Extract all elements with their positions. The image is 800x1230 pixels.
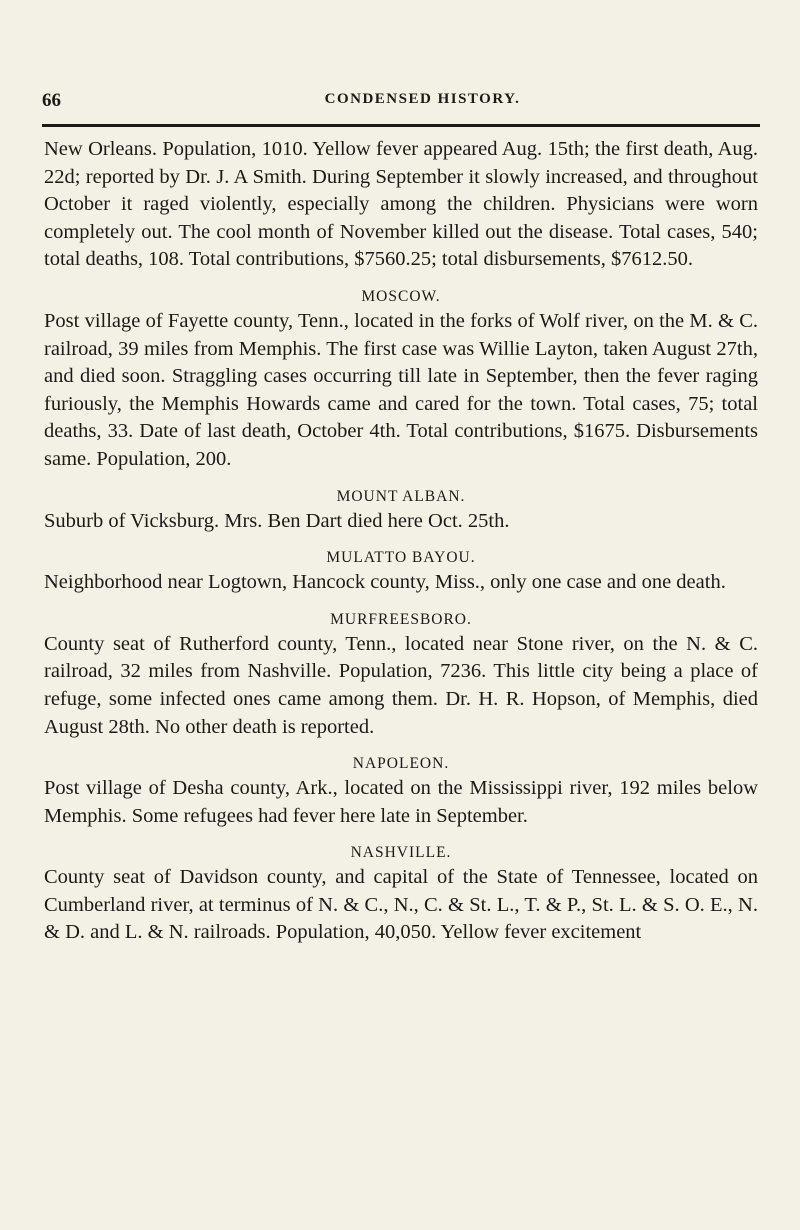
entry-text: Suburb of Vicksburg. Mrs. Ben Dart died here Oct. 25th. bbox=[44, 509, 510, 532]
entry-heading: MURFREESBORO. bbox=[330, 610, 472, 628]
entry-text: County seat of Davidson county, and capital of the State of Tennessee, located on Cumberland river, at terminus of N. & C., N., C. & St. L., T. & P., St. L. & S. O. E., N. & D. and L. & N. railroads. Population, 40,050. Yellow fever excitement bbox=[44, 866, 758, 944]
entry-text: New Orleans. Population, 1010. Yellow fever appeared Aug. 15th; the first death, Aug. 22d; reported by Dr. J. A Smith. During September it slowly increased, and throughout October it raged violently, especially among the children. Physicians were worn completely out. The cool month of November killed out the disease. Total cases, 540; total deaths, 108. Total contributions, $7560.25; total disbursements, $7612.50. bbox=[44, 138, 758, 271]
entry-text: County seat of Rutherford county, Tenn., located near Stone river, on the N. & C. railroad, 32 miles from Nashville. Population, 7236. This little city being a place of refuge, some infected ones came among them. Dr. H. R. Hopson, of Memphis, died August 28th. No other death is reported. bbox=[44, 632, 758, 738]
entry-heading: MULATTO BAYOU. bbox=[326, 549, 476, 567]
entry-mount-alban bbox=[44, 474, 758, 536]
running-title: CONDENSED HISTORY. bbox=[324, 91, 521, 107]
entry-heading: MOSCOW. bbox=[361, 287, 441, 305]
entry-mulatto-bayou bbox=[44, 535, 758, 597]
entry-napoleon bbox=[44, 741, 758, 830]
entry-nashville bbox=[44, 830, 758, 947]
entry-murfreesboro bbox=[44, 597, 758, 741]
page-body bbox=[44, 136, 758, 947]
page-number: 66 bbox=[42, 90, 61, 111]
entry-heading: NAPOLEON. bbox=[352, 755, 450, 773]
entry-heading: NASHVILLE. bbox=[350, 844, 452, 862]
header-rule bbox=[42, 124, 760, 127]
running-head bbox=[42, 90, 758, 114]
entry-heading: MOUNT ALBAN. bbox=[336, 487, 466, 505]
entry-new-orleans bbox=[44, 136, 758, 274]
entry-moscow bbox=[44, 274, 758, 474]
entry-text: Post village of Fayette county, Tenn., located in the forks of Wolf river, on the M. & C. railroad, 39 miles from Memphis. The first case was Willie Layton, taken August 27th, and died soon. Straggling cases occurring till late in September, then the fever raging furiously, the Memphis Howards came and cared for the town. Total cases, 75; total deaths, 33. Date of last death, October 4th. Total contributions, $1675. Disbursements same. Population, 200. bbox=[44, 309, 758, 470]
entry-text: Neighborhood near Logtown, Hancock county, Miss., only one case and one death. bbox=[44, 571, 726, 594]
entry-text: Post village of Desha county, Ark., located on the Mississippi river, 192 miles below Memphis. Some refugees had fever here late in September. bbox=[44, 777, 758, 827]
